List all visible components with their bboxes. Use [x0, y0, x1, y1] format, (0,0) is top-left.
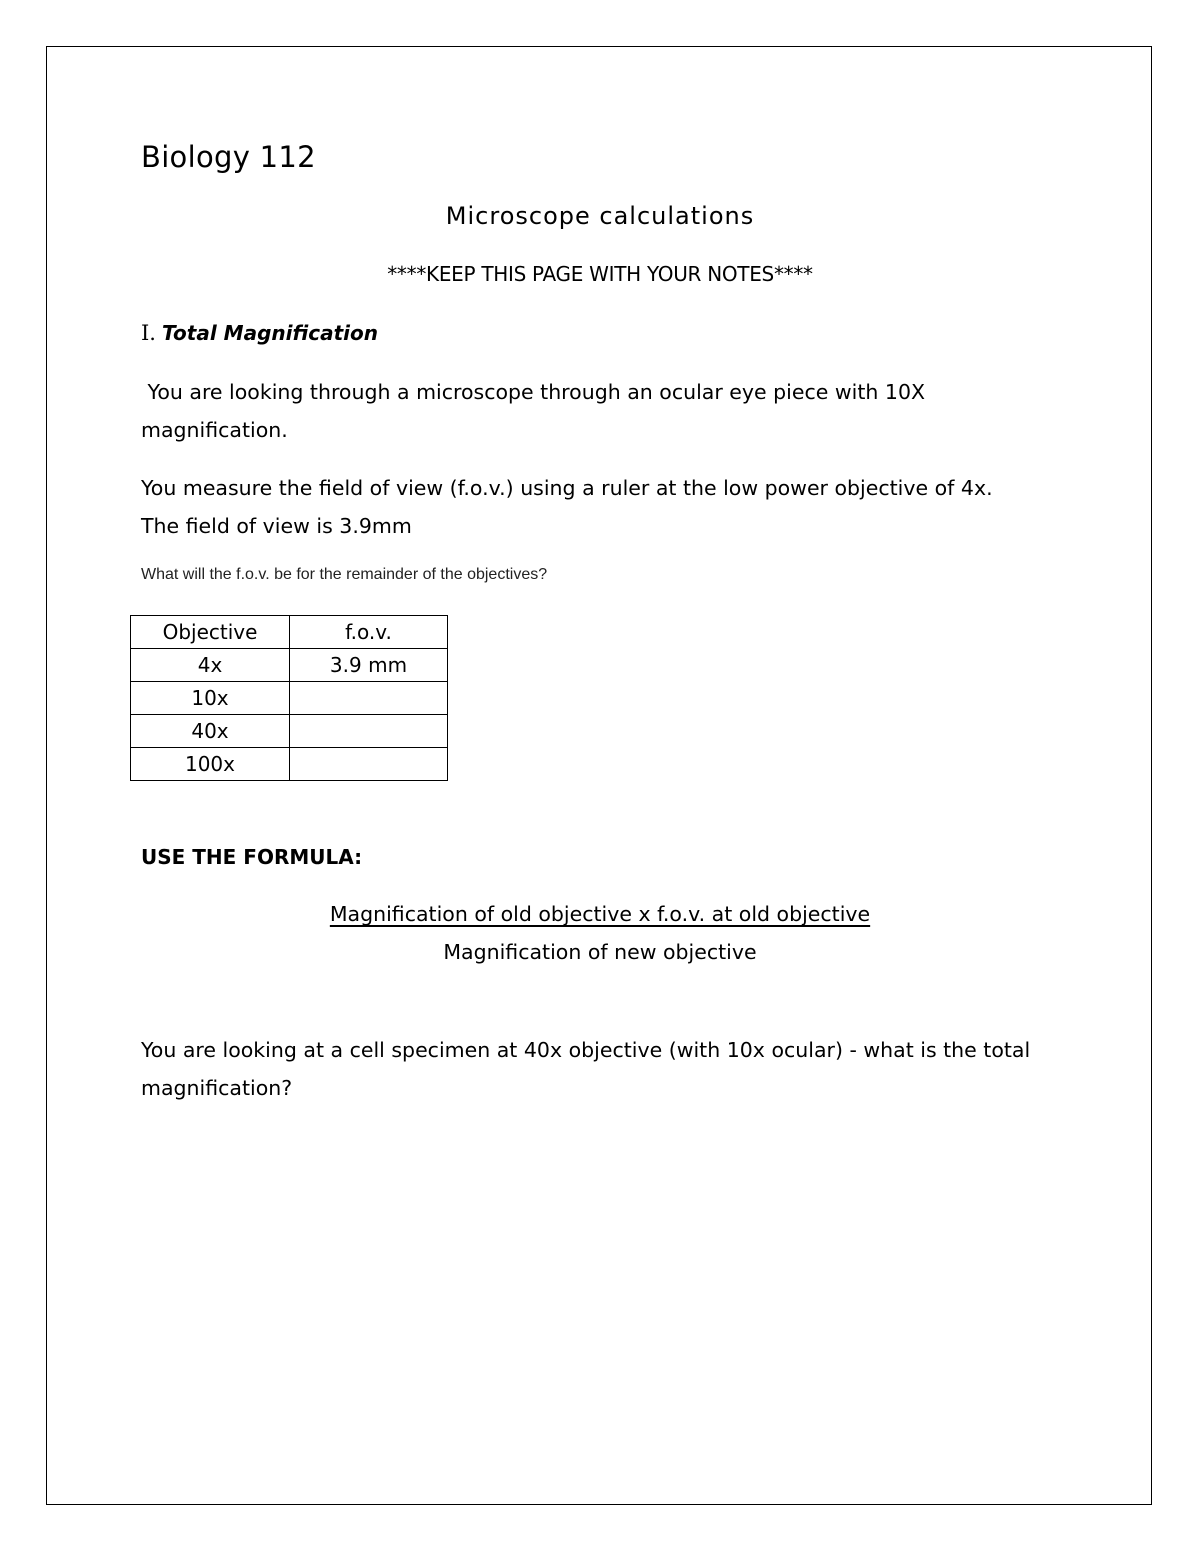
table-cell-objective: 10x [131, 682, 290, 715]
section-numeral: I. [141, 321, 156, 345]
section-title: Total Magnification [161, 321, 378, 345]
table-cell-fov: 3.9 mm [290, 649, 448, 682]
question-remaining-objectives: What will the f.o.v. be for the remainder of the objectives? [141, 566, 548, 583]
section-heading [141, 321, 378, 345]
table-row [131, 682, 448, 715]
formula-denominator: Magnification of new objective [443, 940, 757, 964]
table-cell-fov [290, 682, 448, 715]
formula-label: USE THE FORMULA: [141, 845, 363, 869]
table-header-objective: Objective [131, 616, 290, 649]
table-row [131, 748, 448, 781]
formula-numerator [0, 902, 1200, 926]
paragraph-field-of-view: You measure the field of view (f.o.v.) using a ruler at the low power objective of 4x. The field of view is 3.9mm [141, 476, 1006, 538]
table-cell-fov [290, 748, 448, 781]
table-cell-objective: 40x [131, 715, 290, 748]
table-cell-objective: 100x [131, 748, 290, 781]
course-title: Biology 112 [141, 140, 316, 174]
table-cell-fov [290, 715, 448, 748]
table-header-row [131, 616, 448, 649]
paragraph-total-magnification-question: You are looking at a cell specimen at 40x objective (with 10x ocular) - what is the total magnification? [141, 1038, 1031, 1100]
table-row [131, 649, 448, 682]
fov-table [130, 615, 448, 781]
table-row [131, 715, 448, 748]
document-title: Microscope calculations [445, 202, 755, 230]
paragraph-ocular: You are looking through a microscope through an ocular eye piece with 10X magnification. [141, 380, 932, 442]
table-header-fov: f.o.v. [290, 616, 448, 649]
keep-notice: ****KEEP THIS PAGE WITH YOUR NOTES**** [387, 262, 813, 286]
formula-numerator-text: Magnification of old objective x f.o.v. at old objective [329, 902, 871, 926]
table-cell-objective: 4x [131, 649, 290, 682]
